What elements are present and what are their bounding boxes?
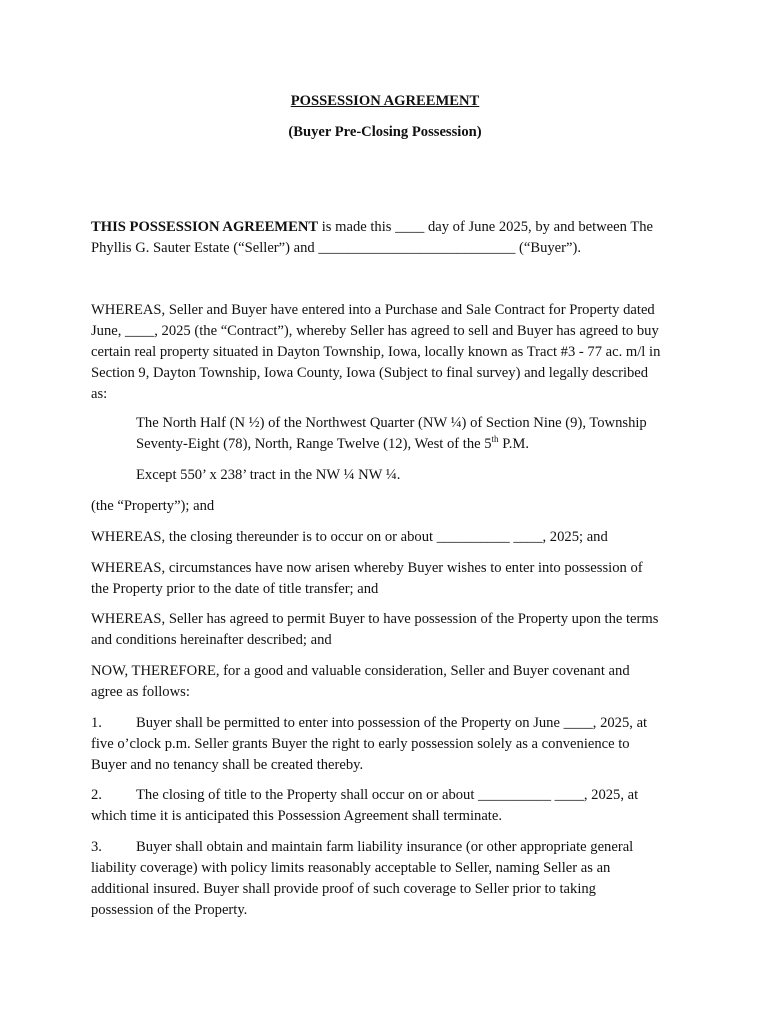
item-text: Buyer shall obtain and maintain farm liability insurance (or other appropriate general: [136, 839, 634, 855]
item-text: additional insured. Buyer shall provide proof of such coverage to Seller prior to taking: [91, 881, 596, 897]
legal-description: [136, 413, 696, 455]
legal-exception: Except 550’ x 238’ tract in the NW ¼ NW ¼.: [136, 467, 401, 483]
whereas-line: WHEREAS, Seller has agreed to permit Buyer to have possession of the Property upon the terms: [91, 611, 659, 627]
item-text: liability coverage) with policy limits reasonably acceptable to Seller, naming Seller as an: [91, 860, 611, 876]
item-text: five o’clock p.m. Seller grants Buyer the right to early possession solely as a convenience to: [91, 736, 630, 752]
intro-bold-lead: THIS POSSESSION AGREEMENT: [91, 219, 319, 235]
numbered-item-3: [91, 837, 691, 921]
whereas-line: and conditions hereinafter described; and: [91, 632, 332, 648]
item-number: 3.: [91, 839, 102, 855]
numbered-item-2: [91, 785, 691, 827]
item-number: 2.: [91, 787, 102, 803]
now-therefore-line: NOW, THEREFORE, for a good and valuable consideration, Seller and Buyer covenant and: [91, 663, 630, 679]
item-text: Buyer and no tenancy shall be created thereby.: [91, 757, 364, 773]
numbered-item-1: [91, 713, 691, 776]
whereas-line: June, ____, 2025 (the “Contract”), whereby Seller has agreed to sell and Buyer has agreed to buy: [91, 323, 659, 339]
intro-text: is made this ____ day of June 2025, by and between The: [318, 219, 654, 235]
whereas-line: as:: [91, 386, 108, 402]
legal-line-end: P.M.: [498, 436, 529, 452]
item-text: which time it is anticipated this Possession Agreement shall terminate.: [91, 808, 502, 824]
legal-superscript: th: [491, 434, 499, 445]
whereas-line: WHEREAS, circumstances have now arisen whereby Buyer wishes to enter into possession of: [91, 560, 643, 576]
intro-paragraph: [91, 217, 691, 259]
whereas-line: certain real property situated in Dayton Township, Iowa, locally known as Tract #3 - 77 ac. m/l in: [91, 344, 661, 360]
whereas-contract-paragraph: [91, 300, 691, 405]
property-reference: (the “Property”); and: [91, 498, 215, 514]
now-therefore-line: agree as follows:: [91, 684, 190, 700]
item-text: The closing of title to the Property shall occur on or about __________ ____, 2025, at: [136, 787, 639, 803]
whereas-permit-paragraph: [91, 609, 691, 651]
whereas-line: WHEREAS, Seller and Buyer have entered into a Purchase and Sale Contract for Property dated: [91, 302, 655, 318]
whereas-line: the Property prior to the date of title transfer; and: [91, 581, 379, 597]
item-text: possession of the Property.: [91, 902, 248, 918]
item-number: 1.: [91, 715, 102, 731]
now-therefore-paragraph: [91, 661, 691, 703]
legal-line: Seventy-Eight (78), North, Range Twelve (12), West of the 5: [136, 436, 492, 452]
document-subtitle: (Buyer Pre-Closing Possession): [288, 124, 482, 140]
intro-text-line-2: Phyllis G. Sauter Estate (“Seller”) and ___________________________ (“Buyer”).: [91, 240, 582, 256]
whereas-closing-paragraph: WHEREAS, the closing thereunder is to occur on or about __________ ____, 2025; and: [91, 529, 608, 545]
item-text: Buyer shall be permitted to enter into possession of the Property on June ____, 2025, at: [136, 715, 648, 731]
whereas-line: Section 9, Dayton Township, Iowa County, Iowa (Subject to final survey) and legally described: [91, 365, 649, 381]
legal-line: The North Half (N ½) of the Northwest Quarter (NW ¼) of Section Nine (9), Township: [136, 415, 647, 431]
document-title: POSSESSION AGREEMENT: [290, 93, 480, 109]
whereas-circumstances-paragraph: [91, 558, 691, 600]
